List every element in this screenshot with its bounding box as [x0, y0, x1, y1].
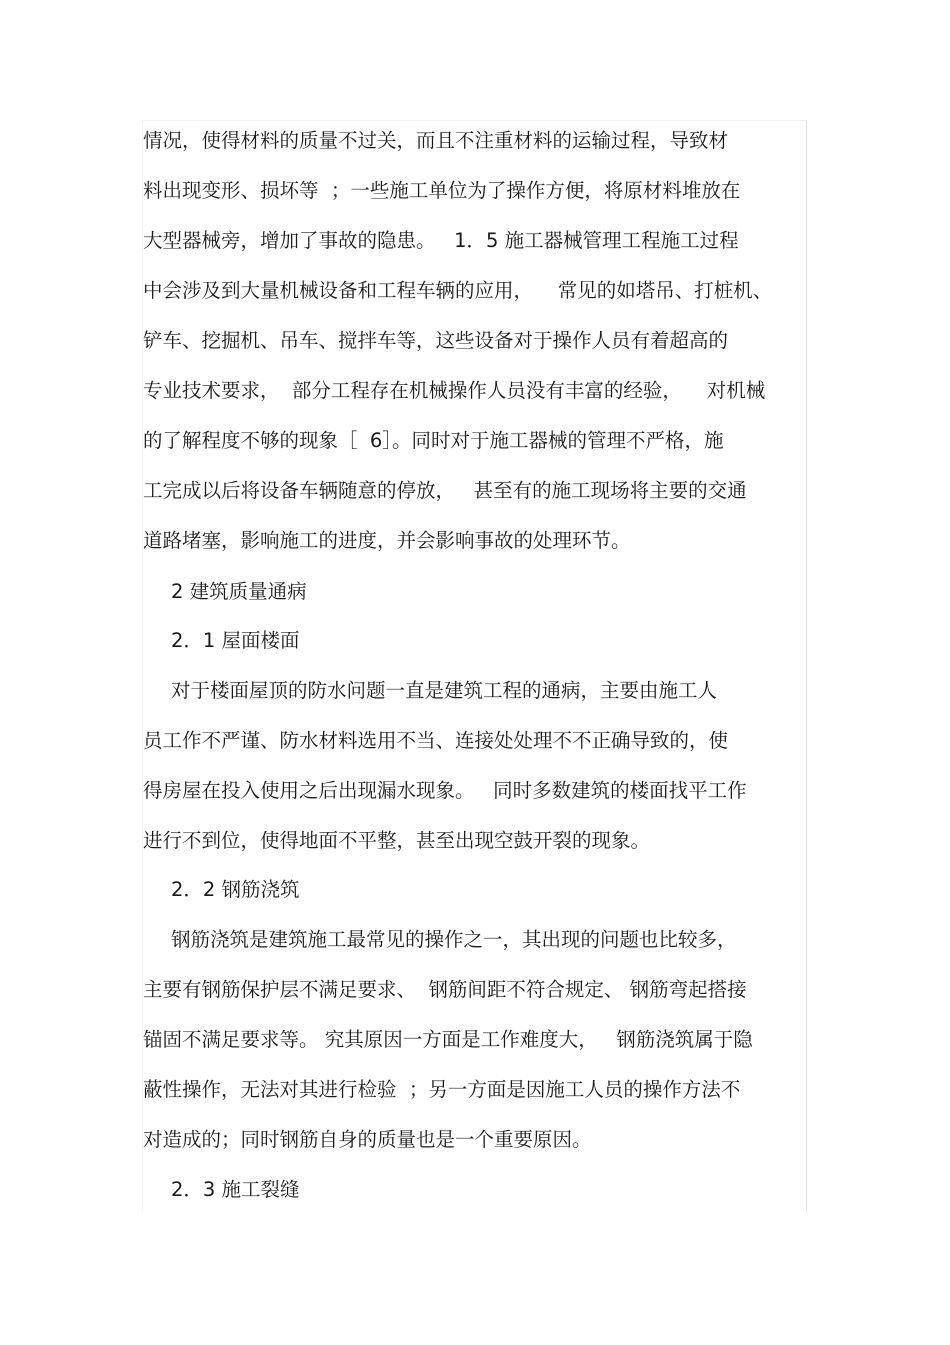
text-line-8: 工完成以后将设备车辆随意的停放， 甚至有的施工现场将主要的交通 [143, 479, 747, 502]
subsection-heading-2-2: 2．2 钢筋浇筑 [171, 878, 300, 901]
text-line-7: 的了解程度不够的现象［ 6］。同时对于施工器械的管理不严格，施 [143, 429, 724, 452]
text-line-13: 员工作不严谨、防水材料选用不当、连接处处理不不正确导致的，使 [143, 729, 729, 752]
text-line-4: 中会涉及到大量机械设备和工程车辆的应用， 常见的如塔吊、打桩机、 [143, 279, 773, 302]
text-line-15: 进行不到位，使得地面不平整，甚至出现空鼓开裂的现象。 [143, 829, 651, 852]
subsection-heading-2-1: 2．1 屋面楼面 [171, 629, 300, 652]
text-line-14: 得房屋在投入使用之后出现漏水现象。 同时多数建筑的楼面找平工作 [143, 779, 747, 802]
text-line-2: 料出现变形、损坏等 ；一些施工单位为了操作方便，将原材料堆放在 [143, 179, 741, 202]
text-line-20: 蔽性操作，无法对其进行检验 ；另一方面是因施工人员的操作方法不 [143, 1078, 741, 1101]
text-line-17: 钢筋浇筑是建筑施工最常见的操作之一，其出现的问题也比较多， [171, 928, 737, 951]
text-line-3: 大型器械旁，增加了事故的隐患。 1．5 施工器械管理工程施工过程 [143, 229, 739, 252]
text-line-1: 情况，使得材料的质量不过关，而且不注重材料的运输过程，导致材 [143, 129, 729, 152]
text-line-19: 锚固不满足要求等。 究其原因一方面是工作难度大， 钢筋浇筑属于隐 [143, 1028, 753, 1051]
text-line-18: 主要有钢筋保护层不满足要求、 钢筋间距不符合规定、 钢筋弯起搭接 [143, 978, 747, 1001]
text-line-21: 对造成的；同时钢筋自身的质量也是一个重要原因。 [143, 1128, 592, 1151]
subsection-heading-2-3: 2．3 施工裂缝 [171, 1178, 300, 1201]
text-line-5: 铲车、挖掘机、吊车、搅拌车等，这些设备对于操作人员有着超高的 [143, 329, 729, 352]
text-line-12: 对于楼面屋顶的防水问题一直是建筑工程的通病，主要由施工人 [171, 679, 718, 702]
section-heading-2: 2 建筑质量通病 [171, 580, 307, 603]
text-line-9: 道路堵塞，影响施工的进度，并会影响事故的处理环节。 [143, 529, 631, 552]
text-line-6: 专业技术要求， 部分工程存在机械操作人员没有丰富的经验， 对机械 [143, 379, 766, 402]
